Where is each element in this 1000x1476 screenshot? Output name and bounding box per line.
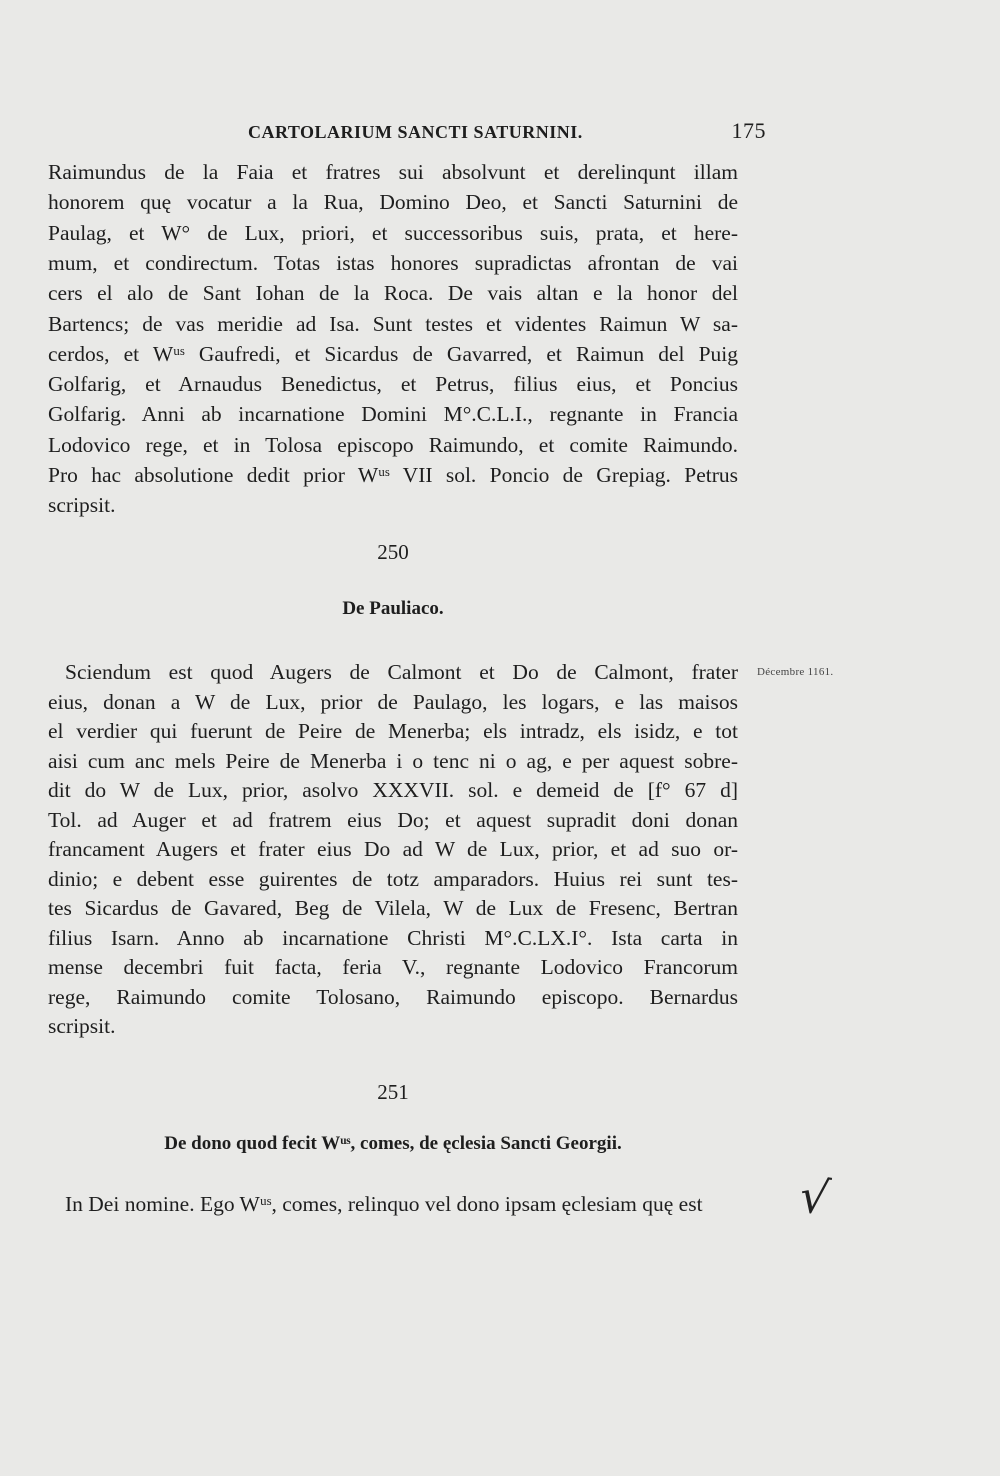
handwritten-checkmark: √	[796, 1168, 833, 1226]
charter-250-line: Tol. ad Auger et ad fratrem eius Do; et aquest supradit doni donan	[48, 807, 738, 832]
continuation-line: Golfarig, et Arnaudus Benedictus, et Petrus, filius eius, et Poncius	[48, 372, 738, 397]
continuation-line: cerdos, et Wᵘˢ Gaufredi, et Sicardus de Gavarred, et Raimun del Puig	[48, 341, 738, 366]
charter-250-line: el verdier qui fuerunt de Peire de Menerba; els intradz, els isidz, e tot	[48, 719, 738, 743]
running-header	[48, 118, 768, 148]
continuation-line: Raimundus de la Faia et fratres sui absolvunt et derelinqunt illam	[48, 160, 738, 184]
continuation-line: Pro hac absolutione dedit prior Wᵘˢ VII sol. Poncio de Grepiag. Petrus	[48, 463, 738, 487]
continuation-line: Golfarig. Anni ab incarnatione Domini M°.C.L.I., regnante in Francia	[48, 402, 738, 427]
charter-title-251: De dono quod fecit Wᵘˢ, comes, de ęclesia Sancti Georgii.	[164, 1133, 622, 1154]
continuation-line: mum, et condirectum. Totas istas honores supradictas afrontan de vai	[48, 250, 738, 275]
charter-250-line: tes Sicardus de Gavared, Beg de Vilela, W de Lux de Fresenc, Bertran	[48, 896, 738, 920]
continuation-line: Paulag, et W° de Lux, priori, et successoribus suis, prata, et here-	[48, 220, 738, 245]
continuation-line: Bartencs; de vas meridie ad Isa. Sunt testes et videntes Raimun W sa-	[48, 311, 738, 336]
charter-250-line: filius Isarn. Anno ab incarnatione Christi M°.C.LX.I°. Ista carta in	[48, 925, 738, 950]
margin-date-note: Décembre 1161.	[757, 666, 834, 678]
continuation-line: Lodovico rege, et in Tolosa episcopo Raimundo, et comite Raimundo.	[48, 432, 738, 457]
charter-number-250: 250	[377, 540, 409, 564]
charter-250-line: rege, Raimundo comite Tolosano, Raimundo episcopo. Bernardus	[48, 984, 738, 1009]
continuation-line: scripsit.	[48, 493, 116, 518]
running-title: CARTOLARIUM SANCTI SATURNINI.	[248, 122, 583, 142]
charter-250-line: dit do W de Lux, prior, asolvo XXXVII. sol. e demeid de [f° 67 d]	[48, 778, 738, 802]
continuation-line: cers el alo de Sant Iohan de la Roca. De vais altan e la honor del	[48, 281, 738, 306]
charter-251-line: In Dei nomine. Ego Wᵘˢ, comes, relinquo vel dono ipsam ęclesiam quę est	[65, 1192, 703, 1216]
charter-title-250: De Pauliaco.	[342, 598, 444, 619]
charter-250-line: scripsit.	[48, 1014, 116, 1038]
charter-250-line: francament Augers et frater eius Do ad W de Lux, prior, et ad suo or-	[48, 837, 738, 861]
charter-250-line: aisi cum anc mels Peire de Menerba i o tenc ni o ag, e per aquest sobre-	[48, 748, 738, 773]
charter-250-line: mense decembri fuit facta, feria V., regnante Lodovico Francorum	[48, 955, 738, 979]
charter-250-line: dinio; e debent esse guirentes de totz amparadors. Huius rei sunt tes-	[48, 866, 738, 891]
page-number: 175	[731, 118, 766, 143]
continuation-line: honorem quę vocatur a la Rua, Domino Deo, et Sancti Saturnini de	[48, 190, 738, 215]
charter-250-line: eius, donan a W de Lux, prior de Paulago, les logars, e las maisos	[48, 689, 738, 714]
charter-number-251: 251	[377, 1080, 409, 1104]
charter-250-line: Sciendum est quod Augers de Calmont et Do de Calmont, frater	[65, 660, 738, 684]
